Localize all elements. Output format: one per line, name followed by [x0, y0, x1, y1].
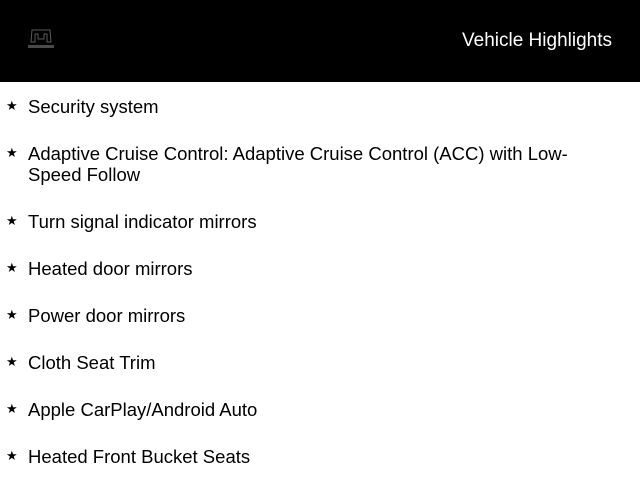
star-icon: ★ — [6, 260, 18, 275]
star-icon: ★ — [6, 448, 18, 463]
star-icon: ★ — [6, 307, 18, 322]
highlight-label: Heated door mirrors — [28, 258, 193, 279]
star-icon: ★ — [6, 401, 18, 416]
star-icon: ★ — [6, 213, 18, 228]
highlight-label: Power door mirrors — [28, 305, 186, 326]
honda-logo-icon — [26, 28, 56, 50]
header-bar — [0, 0, 640, 82]
highlight-label: Security system — [28, 96, 159, 117]
star-icon: ★ — [6, 98, 18, 113]
page-title: Vehicle Highlights — [462, 30, 612, 51]
star-icon: ★ — [6, 145, 18, 160]
highlight-label: Turn signal indicator mirrors — [28, 211, 257, 232]
highlight-label: Apple CarPlay/Android Auto — [28, 399, 258, 420]
highlight-label: Cloth Seat Trim — [28, 352, 156, 373]
highlight-label: Heated Front Bucket Seats — [28, 446, 251, 467]
highlight-label: Adaptive Cruise Control: Adaptive Cruise Control (ACC) with Low-Speed Follow — [28, 143, 568, 185]
star-icon: ★ — [6, 354, 18, 369]
